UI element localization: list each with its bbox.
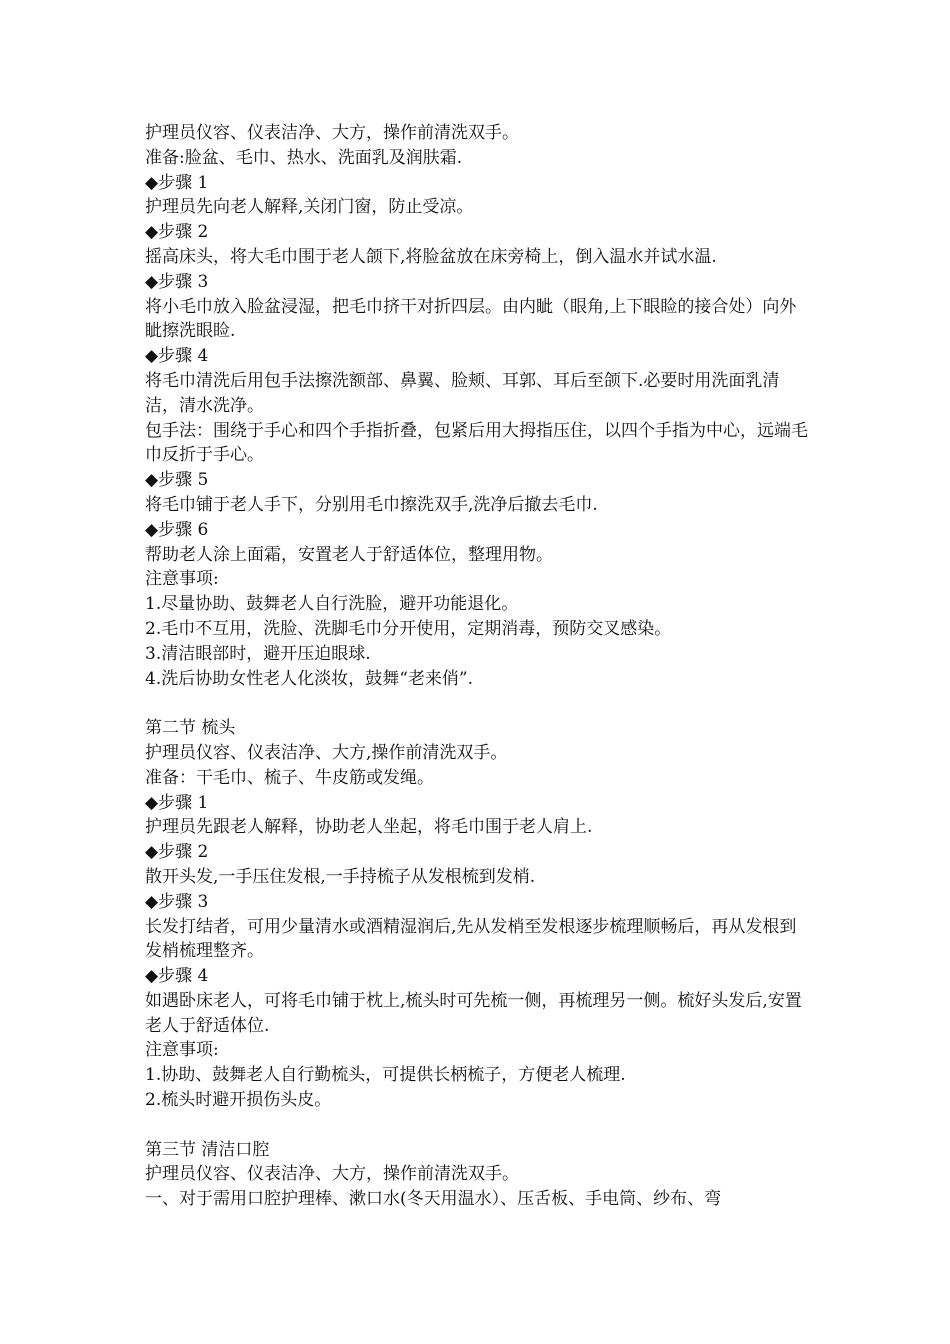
- notes-heading: 注意事项:: [145, 569, 219, 590]
- step-heading: ◆步骤 1: [145, 172, 209, 193]
- step-heading: ◆步骤 1: [145, 792, 209, 813]
- text-line: 准备:脸盆、毛巾、热水、洗面乳及润肤霜.: [145, 147, 463, 168]
- step-heading: ◆步骤 4: [145, 966, 209, 987]
- step-heading: ◆步骤 5: [145, 470, 209, 491]
- text-line: 护理员先跟老人解释，协助老人坐起，将毛巾围于老人肩上.: [145, 817, 593, 838]
- step-heading: ◆步骤 4: [145, 346, 209, 367]
- note-item: 2.梳头时避开损伤头皮。: [145, 1090, 332, 1111]
- step-heading: ◆步骤 3: [145, 891, 209, 912]
- step-heading: ◆步骤 3: [145, 271, 209, 292]
- section-spacer: [145, 1113, 810, 1138]
- text-line: 一、对于需用口腔护理棒、漱口水(冬天用温水）、压舌板、手电筒、纱布、弯: [145, 1189, 722, 1210]
- section-hair-combing: [145, 716, 810, 1113]
- text-line: 摇高床头，将大毛巾围于老人颌下,将脸盆放在床旁椅上，倒入温水并试水温.: [145, 246, 717, 267]
- step-heading: ◆步骤 6: [145, 519, 209, 540]
- step-heading: ◆步骤 2: [145, 222, 209, 243]
- text-line: 护理员仪容、仪表洁净、大方，操作前清洗双手。: [145, 1164, 519, 1185]
- text-paragraph: 如遇卧床老人，可将毛巾铺于枕上,梳头时可先梳一侧，再梳理另一侧。梳好头发后,安置老人于舒适体位.: [145, 990, 802, 1036]
- text-paragraph: 将小毛巾放入脸盆浸湿，把毛巾挤干对折四层。由内眦（眼角,上下眼睑的接合处）向外眦擦洗眼睑.: [145, 296, 797, 342]
- note-item: 1.协助、鼓舞老人自行勤梳头，可提供长柄梳子，方便老人梳理.: [145, 1065, 626, 1086]
- text-paragraph: 将毛巾清洗后用包手法擦洗额部、鼻翼、脸颊、耳郭、耳后至颌下.必要时用洗面乳清洁，清水洗净。: [145, 370, 780, 416]
- text-paragraph: 包手法：围绕于手心和四个手指折叠，包紧后用大拇指压住，以四个手指为中心，远端毛巾反折于手心。: [145, 420, 808, 466]
- note-item: 2.毛巾不互用，洗脸、洗脚毛巾分开使用，定期消毒，预防交叉感染。: [145, 618, 672, 639]
- note-item: 4.洗后协助女性老人化淡妆，鼓舞“老来俏”.: [145, 668, 474, 689]
- note-item: 1.尽量协助、鼓舞老人自行洗脸，避开功能退化。: [145, 594, 519, 615]
- section-oral-cleaning: [145, 1138, 810, 1212]
- text-line: 护理员先向老人解释,关闭门窗，防止受凉。: [145, 197, 474, 218]
- text-line: 准备：干毛巾、梳子、牛皮筋或发绳。: [145, 767, 434, 788]
- document-body: [145, 121, 810, 1212]
- notes-heading: 注意事项:: [145, 1040, 219, 1061]
- text-line: 将毛巾铺于老人手下，分别用毛巾擦洗双手,洗净后撤去毛巾.: [145, 494, 598, 515]
- section-title: 第三节 清洁口腔: [145, 1139, 270, 1160]
- text-line: 帮助老人涂上面霜，安置老人于舒适体位，整理用物。: [145, 544, 553, 565]
- text-line: 护理员仪容、仪表洁净、大方，操作前清洗双手。: [145, 123, 519, 143]
- section-face-washing: [145, 121, 810, 691]
- section-spacer: [145, 691, 810, 716]
- text-paragraph: 长发打结者，可用少量清水或酒精湿润后,先从发梢至发根逐步梳理顺畅后，再从发根到发梢梳理整齐。: [145, 916, 797, 962]
- text-line: 护理员仪容、仪表洁净、大方,操作前清洗双手。: [145, 742, 508, 763]
- section-title: 第二节 梳头: [145, 718, 236, 739]
- note-item: 3.清洁眼部时，避开压迫眼球.: [145, 643, 371, 664]
- step-heading: ◆步骤 2: [145, 842, 209, 863]
- text-line: 散开头发,一手压住发根,一手持梳子从发根梳到发梢.: [145, 866, 536, 887]
